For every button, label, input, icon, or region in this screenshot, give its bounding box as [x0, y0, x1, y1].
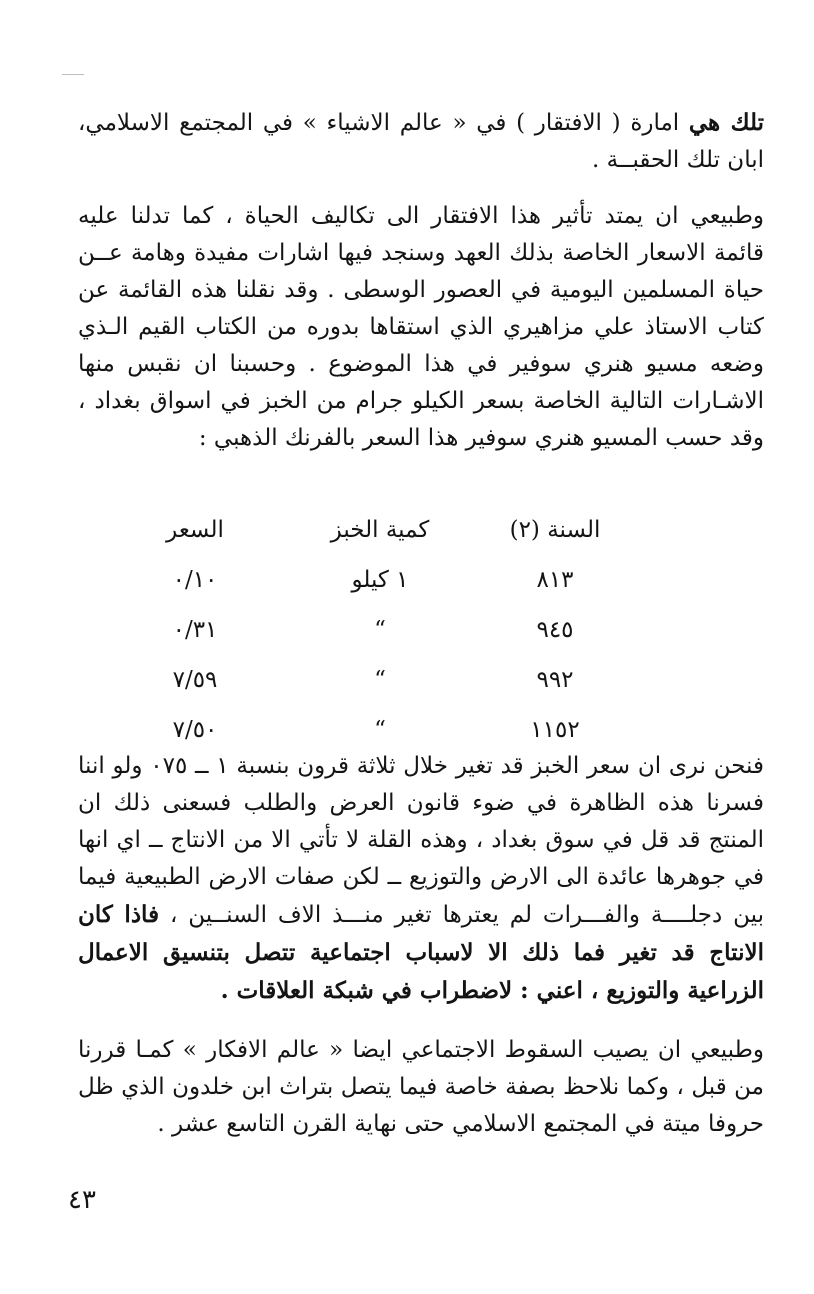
cell-year: ٩٤٥ [536, 617, 574, 643]
cell-price: ٧/٥٠ [172, 717, 218, 743]
cell-year: ٩٩٢ [536, 667, 574, 693]
cell-year: ٨١٣ [536, 567, 574, 593]
paragraph-3 [78, 748, 764, 1010]
cell-quantity: “ [374, 667, 386, 693]
header-price: السعر [166, 517, 224, 543]
paragraph-4 [78, 1032, 764, 1143]
table-row [110, 605, 630, 655]
cell-quantity: “ [374, 717, 386, 743]
header-year: السنة (٢) [509, 517, 601, 543]
paragraph-2-text: وطبيعي ان يمتد تأثير هذا الافتقار الى تكاليف الحياة ، كما تدلنا عليه قائمة الاسعار الخاصة بذلك العهد وسنجد فيها اشارات مفيدة وهامة عــن حياة المسلمين اليومية في العصور الوسطى . وقد نقلنا هذه القائمة عن كتاب الاستاذ علي مزاهيري الذي استقاها بدوره من الكتاب القيم الـذي وضعه مسيو هنري سوفير في هذا الموضوع . وحسبنا ان نقبس منها الاشـارات التالية الخاصة بسعر الكيلو جرام من الخبز في اسواق بغداد ، وقد حسب المسيو هنري سوفير هذا السعر بالفرنك الذهبي : [78, 203, 764, 451]
paragraph-3-text: فنحن نرى ان سعر الخبز قد تغير خلال ثلاثة قرون بنسبة ١ ــ ٠٧٥ ولو اننا فسرنا هذه الظاهرة في ضوء قانون العرض والطلب فسعنى ذلك ان المنتج قد قل في سوق بغداد ، وهذه القلة لا تأتي الا من الانتاج ــ اي انها في جوهرها عائدة الى الارض والتوزيع ــ لكن صفات الارض الطبيعية فيما بين دجلــــة والفـــرات لم يعترها تغير منـــذ الاف السنــين ، [78, 753, 764, 928]
cell-year: ١١٥٢ [530, 717, 580, 743]
cell-price: ٠/١٠ [172, 567, 218, 593]
bread-price-table [110, 505, 630, 755]
table-row [110, 555, 630, 605]
paragraph-1 [78, 104, 764, 179]
paragraph-1-text: امارة ( الافتقار ) في « عالم الاشياء » في المجتمع الاسلامي، ابان تلك الحقبــة . [78, 110, 764, 173]
paragraph-3-bold: فاذا كان الانتاج قد تغير فما ذلك الا لاسباب اجتماعية تتصل بتنسيق الاعمال الزراعية والتوزيع ، اعني : لاضطراب في شبكة العلاقات . [78, 901, 764, 1004]
paragraph-1-lead: تلك هي [688, 109, 764, 136]
page-number: ٤٣ [68, 1185, 96, 1215]
table-header-row [110, 505, 630, 555]
cell-price: ٠/٣١ [172, 617, 218, 643]
scan-speck [62, 74, 84, 75]
paragraph-2 [78, 198, 764, 457]
cell-quantity: ١ كيلو [351, 567, 409, 593]
paragraph-4-text: وطبيعي ان يصيب السقوط الاجتماعي ايضا « عالم الافكار » كمـا قررنا من قبل ، وكما نلاحظ بصفة خاصة فيما يتصل بتراث ابن خلدون الذي ظل حروفا ميتة في المجتمع الاسلامي حتى نهاية القرن التاسع عشر . [78, 1037, 764, 1137]
cell-quantity: “ [374, 617, 386, 643]
header-quantity: كمية الخبز [330, 517, 430, 543]
table-row [110, 655, 630, 705]
cell-price: ٧/٥٩ [172, 667, 218, 693]
